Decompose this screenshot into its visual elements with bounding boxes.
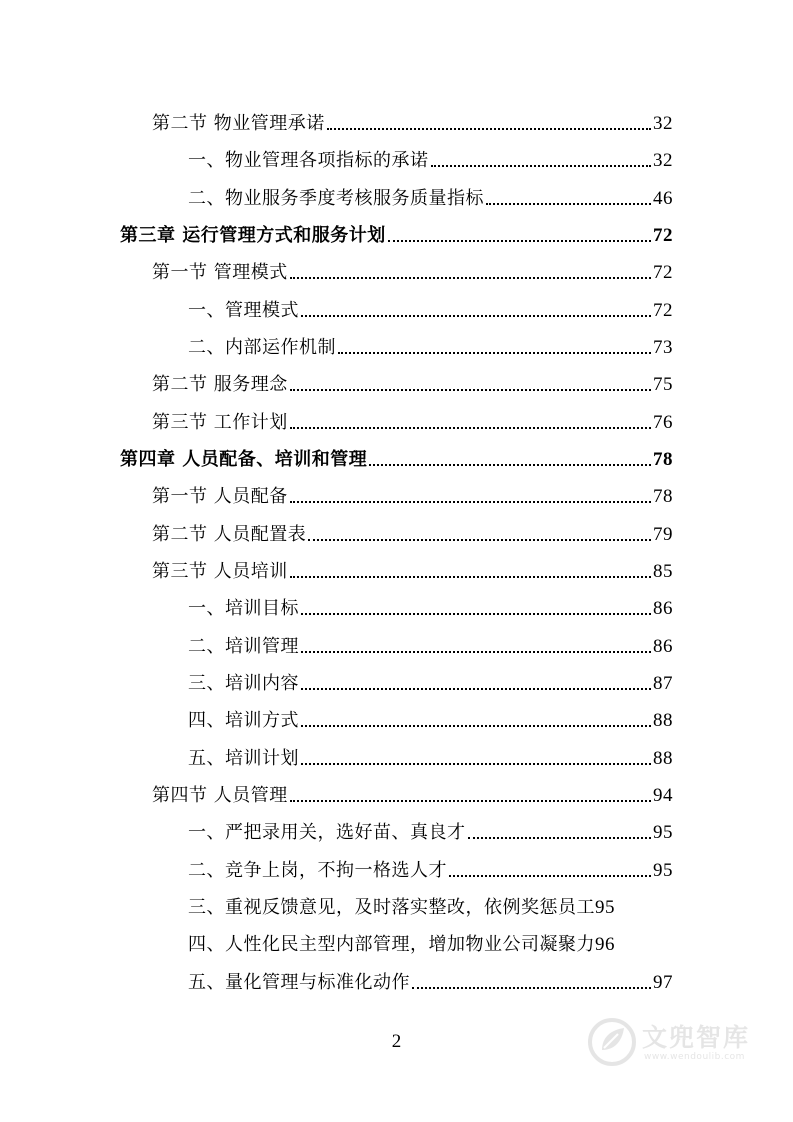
toc-leader xyxy=(388,240,651,242)
toc-entry-title: 第二节 物业管理承诺 xyxy=(152,113,325,134)
toc-entry-page: 86 xyxy=(653,598,673,619)
toc-entry-page: 86 xyxy=(653,636,673,657)
toc-entry[interactable] xyxy=(188,329,673,359)
toc-entry[interactable] xyxy=(152,553,673,583)
toc-entry-page: 78 xyxy=(653,486,673,507)
toc-entry[interactable] xyxy=(188,889,673,919)
toc-entry[interactable] xyxy=(152,105,673,135)
toc-entry-page: 95 xyxy=(653,822,673,843)
toc-entry-title: 三、培训内容 xyxy=(188,673,299,694)
toc-entry-title: 第二节 服务理念 xyxy=(152,374,288,395)
toc-leader xyxy=(290,501,651,503)
toc-entry-title: 第二节 人员配置表 xyxy=(152,524,307,545)
toc-entry-title: 第一节 人员配备 xyxy=(152,486,288,507)
toc-entry[interactable] xyxy=(188,740,673,770)
toc-entry-title: 第一节 管理模式 xyxy=(152,262,288,283)
watermark-title: 文兜智库 xyxy=(642,1023,751,1052)
toc-entry[interactable] xyxy=(188,665,673,695)
toc-leader xyxy=(301,688,651,690)
toc-entry-page: 72 xyxy=(653,300,673,321)
toc-entry-page: 94 xyxy=(653,785,673,806)
toc-entry[interactable] xyxy=(152,516,673,546)
toc-entry[interactable] xyxy=(152,254,673,284)
toc-entry-page: 75 xyxy=(653,374,673,395)
toc-entry[interactable] xyxy=(188,142,673,172)
toc-entry-page: 78 xyxy=(653,449,673,470)
toc-entry-page: 95 xyxy=(595,897,615,918)
toc-entry[interactable] xyxy=(188,292,673,322)
toc-entry-title: 第三章 运行管理方式和服务计划 xyxy=(120,225,386,246)
toc-entry-page: 87 xyxy=(653,673,673,694)
toc-entry[interactable] xyxy=(152,404,673,434)
toc-entry-title: 五、量化管理与标准化动作 xyxy=(188,972,410,993)
toc-entry[interactable] xyxy=(188,590,673,620)
toc-entry[interactable] xyxy=(188,926,673,956)
toc-chapter-entry[interactable] xyxy=(120,217,673,247)
toc-entry[interactable] xyxy=(152,777,673,807)
toc-entry-title: 第四章 人员配备、培训和管理 xyxy=(120,449,368,470)
watermark-url: www.wendoulib.com xyxy=(644,1052,745,1062)
toc-leader xyxy=(431,165,652,167)
toc-entry-page: 88 xyxy=(653,748,673,769)
toc-entry-page: 85 xyxy=(653,561,673,582)
toc-leader xyxy=(301,725,651,727)
toc-entry-page: 96 xyxy=(595,934,615,955)
toc-entry-title: 第三节 工作计划 xyxy=(152,412,288,433)
toc-leader xyxy=(327,128,651,130)
toc-entry-page: 46 xyxy=(653,188,673,209)
toc-leader xyxy=(301,651,651,653)
toc-leader xyxy=(301,613,651,615)
leaf-logo-icon xyxy=(586,1016,638,1068)
toc-entry[interactable] xyxy=(188,628,673,658)
toc-leader xyxy=(412,987,651,989)
toc-leader xyxy=(301,315,651,317)
toc-entry[interactable] xyxy=(188,702,673,732)
watermark xyxy=(586,1010,756,1080)
toc-entry-title: 二、内部运作机制 xyxy=(188,337,336,358)
toc-leader xyxy=(290,389,651,391)
toc-entry-page: 32 xyxy=(653,113,673,134)
toc-leader xyxy=(308,539,651,541)
toc-leader xyxy=(449,875,651,877)
toc-leader xyxy=(290,427,651,429)
toc-entry[interactable] xyxy=(188,852,673,882)
toc-entry[interactable] xyxy=(152,366,673,396)
toc-entry[interactable] xyxy=(188,964,673,994)
toc-entry-title: 第三节 人员培训 xyxy=(152,561,288,582)
toc-entry-title: 一、管理模式 xyxy=(188,300,299,321)
toc-leader xyxy=(290,800,651,802)
toc-entry-title: 三、重视反馈意见，及时落实整改，依例奖惩员工 xyxy=(188,897,595,918)
toc-chapter-entry[interactable] xyxy=(120,441,673,471)
toc-leader xyxy=(468,837,652,839)
toc-leader xyxy=(369,464,651,466)
toc-entry-page: 97 xyxy=(653,972,673,993)
toc-leader xyxy=(301,763,651,765)
toc-leader xyxy=(486,203,651,205)
toc-entry[interactable] xyxy=(188,814,673,844)
page-number: 2 xyxy=(391,1031,402,1052)
toc-entry-title: 一、物业管理各项指标的承诺 xyxy=(188,150,429,171)
toc-entry-page: 76 xyxy=(653,412,673,433)
toc-entry-page: 72 xyxy=(653,225,673,246)
toc-entry-page: 32 xyxy=(653,150,673,171)
toc-entry-title: 第四节 人员管理 xyxy=(152,785,288,806)
toc-leader xyxy=(290,277,651,279)
toc-entry-page: 73 xyxy=(653,337,673,358)
toc-entry-page: 95 xyxy=(653,860,673,881)
toc-entry-title: 一、严把录用关，选好苗、真良才 xyxy=(188,822,466,843)
toc-entry-title: 一、培训目标 xyxy=(188,598,299,619)
toc-entry-title: 四、人性化民主型内部管理，增加物业公司凝聚力 xyxy=(188,934,595,955)
toc-entry-page: 72 xyxy=(653,262,673,283)
toc-entry-page: 88 xyxy=(653,710,673,731)
toc-leader xyxy=(338,352,651,354)
toc-entry-title: 二、培训管理 xyxy=(188,636,299,657)
toc-entry-page: 79 xyxy=(653,524,673,545)
toc-entry-title: 二、竞争上岗，不拘一格选人才 xyxy=(188,860,447,881)
toc-leader xyxy=(290,576,651,578)
toc-entry[interactable] xyxy=(188,180,673,210)
toc-entry[interactable] xyxy=(152,478,673,508)
toc-entry-title: 五、培训计划 xyxy=(188,748,299,769)
toc-entry-title: 四、培训方式 xyxy=(188,710,299,731)
toc-entry-title: 二、物业服务季度考核服务质量指标 xyxy=(188,188,484,209)
